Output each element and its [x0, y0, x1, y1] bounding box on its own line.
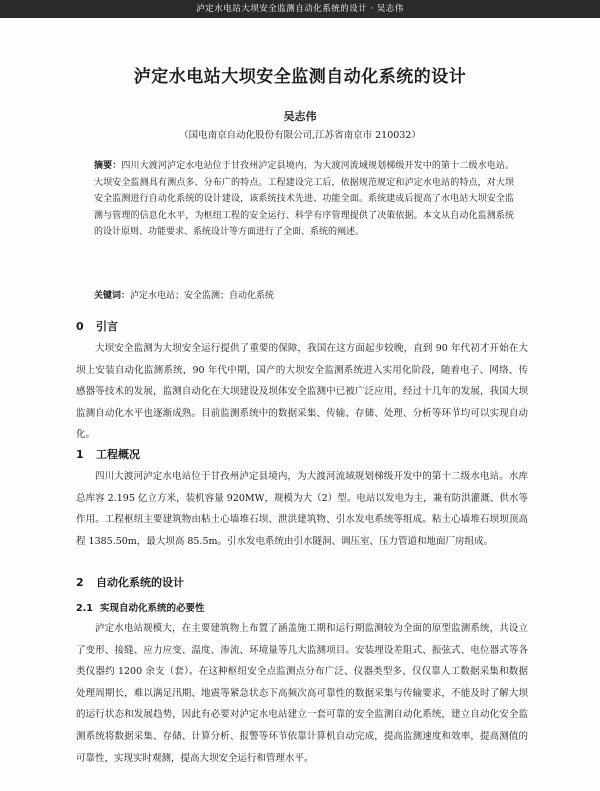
keywords-text: 泸定水电站；安全监测；自动化系统	[130, 291, 275, 301]
section-heading-system-design	[76, 574, 184, 590]
abstract-label: 摘要：	[94, 161, 122, 171]
section-heading-introduction	[76, 318, 118, 334]
abstract-text: 四川大渡河泸定水电站位于甘孜州泸定县境内，为大渡河流域规划梯级开发中的第十二级水电站。大坝安全监测具有测点多、分布广的特点。工程建设完工后，依据规范规定和泸定水电站的特点，对大坝安全监测进行自动化系统的设计建设，该系统技术先进、功能全面。系统建成后提高了水电站大坝安全监测与管理的信息化水平，为枢纽工程的安全运行、科学有序管理提供了决策依据。本文从自动化监测系统的设计原则、功能要求、系统设计等方面进行了全面、系统的阐述。	[94, 161, 514, 237]
section-title: 工程概况	[96, 448, 140, 461]
subsection-number: 2.1	[76, 603, 93, 614]
section-number: 1	[76, 448, 84, 461]
abstract	[94, 158, 514, 241]
keywords	[94, 289, 514, 303]
section-title: 引言	[96, 320, 118, 333]
keywords-label: 关键词：	[94, 291, 131, 301]
running-header: 泸定水电站大坝安全监测自动化系统的设计 · 吴志伟	[0, 0, 600, 18]
subsection-title: 实现自动化系统的必要性	[100, 603, 205, 614]
section-paragraph-project-overview: 四川大渡河泸定水电站位于甘孜州泸定县境内，为大渡河流域规划梯级开发中的第十二级水电站。水库总库容 2.195 亿立方米，装机容量 920MW，规模为大（2）型。电站以发电为主，兼有防洪灌溉、供水等作用。工程枢纽主要建筑物由粘土心墙堆石坝、泄洪建筑物、引水发电系统等组成。粘土心墙堆石坝坝顶高程 1385.50m，最大坝高 85.5m。引水发电系统由引水隧洞、调压室、压力管道和地面厂房组成。	[76, 471, 528, 547]
section-number: 2	[76, 576, 84, 589]
author-name: 吴志伟	[283, 110, 317, 123]
section-number: 0	[76, 320, 84, 333]
section-paragraph-introduction: 大坝安全监测为大坝安全运行提供了重要的保障，我国在这方面起步较晚，直到 90 年代初才开始在大坝上安装自动化监测系统，90 年代中期，国产的大坝安全监测系统进入实用化阶段，随着电子、网络、传感器等技术的发展，监测自动化在大坝建设及坝体安全监测中已被广泛应用，经过十几年的发展，我国大坝监测自动化水平也逐渐成熟。目前监测系统中的数据采集、传输、存储、处理、分析等环节均可以实现自动化。	[76, 343, 528, 441]
subsection-paragraph-necessity: 泸定水电站规模大，在主要建筑物上布置了涵盖施工期和运行期监测较为全面的原型监测系统，共设立了变形、接缝、应力应变、温度、渗流、环境量等几大监测项目。安装埋设差阻式、振弦式、电位器式等各类仪器约 1200 余支（套）。在这种枢纽安全点监测点分布广泛、仪器类型多、仅仅靠人工数据采集和数据处理周期长，难以满足汛期、地震等紧急状态下高频次高可靠性的数据采集与传输要求，不能及时了解大坝的运行状态和发展趋势，因此有必要对泸定水电站建立一套可靠的安全监测自动化系统，建立自动化安全监测系统将数据采集、存储、计算分析、报警等环节依靠计算机自动完成，提高监测速度和效率，提高测值的可靠性，实现实时观测，提高大坝安全运行和管理水平。	[76, 623, 528, 764]
paper-title: 泸定水电站大坝安全监测自动化系统的设计	[133, 67, 467, 87]
section-title: 自动化系统的设计	[96, 576, 184, 589]
subsection-heading-necessity	[76, 600, 205, 614]
author-affiliation: （国电南京自动化股份有限公司,江苏省南京市 210032）	[179, 130, 421, 141]
section-heading-project-overview	[76, 446, 140, 462]
